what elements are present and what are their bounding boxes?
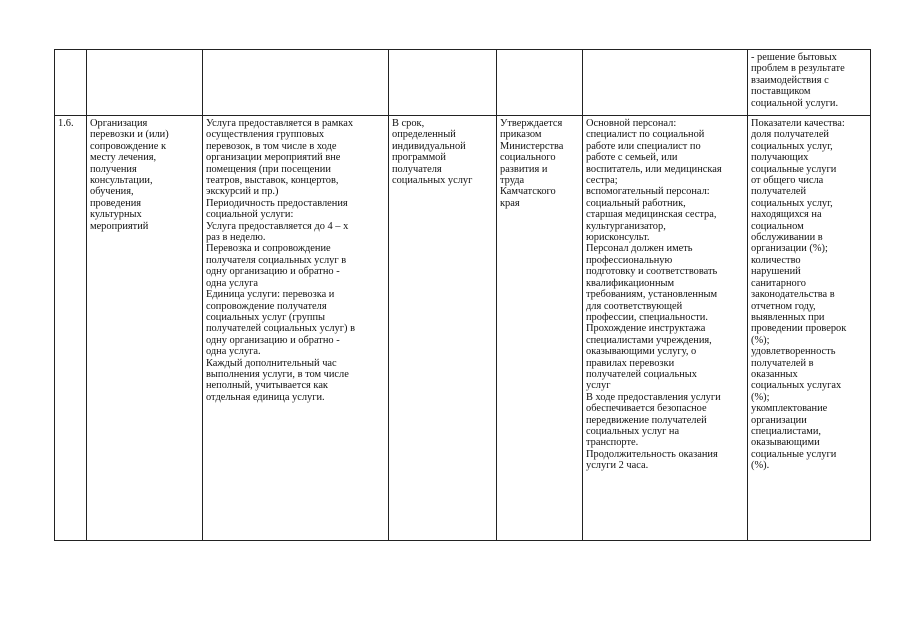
service-tariff: Утверждается приказом Министерства социального развития и труда Камчатского края — [500, 118, 564, 209]
cell-quality-continuation — [748, 50, 871, 116]
services-table — [54, 49, 871, 541]
service-name: Организация перевозки и (или) сопровождение к месту лечения, получения консультации, обучения, проведения культурных мероприятий — [90, 118, 169, 232]
service-term: В срок, определенный индивидуальной программой получателя социальных услуг — [392, 118, 473, 187]
cell-name-empty — [87, 50, 203, 116]
cell-term-empty — [389, 50, 497, 116]
cell-service-number — [55, 116, 87, 541]
cell-service-conditions — [583, 116, 748, 541]
cell-number-empty — [55, 50, 87, 116]
service-quality: Показатели качества: доля получателей социальных услуг, получающих социальные услуги от общего числа получателей социальных услуг, находящихся на социальном обслуживании в организации (%); количество нарушений санитарного законодательства в отчетном году, выявленных при проведении проверок (%); удовлетворенность получателей в оказанных социальных услугах (%); укомплектование организации специалистами, оказывающими социальные услуги (%). — [751, 118, 847, 472]
quality-continuation-text: - решение бытовых проблем в результате взаимодействия с поставщиком социальной услуги. — [751, 52, 845, 109]
service-description: Услуга предоставляется в рамках осуществления групповых перевозок, в том числе в ходе организации мероприятий вне помещения (при посещении театров, выставок, концертов, экскурсий и пр.) Периодичность предоставления социальной услуги: Услуга предоставляется до 4 – х раз в неделю. Перевозка и сопровождение получателя социальных услуг в одну организацию и обратно - одна услуга Единица услуги: перевозка и сопровождение получателя социальных услуг (группы получателей социальных услуг) в одну организацию и обратно - одна услуга. Каждый дополнительный час выполнения услуги, в том числе неполный, учитывается как отдельная единица услуги. — [206, 118, 355, 403]
cell-service-quality — [748, 116, 871, 541]
cell-service-tariff — [497, 116, 583, 541]
service-number: 1.6. — [58, 118, 74, 129]
cell-service-term — [389, 116, 497, 541]
table-row-continuation — [55, 50, 871, 116]
cell-service-name — [87, 116, 203, 541]
cell-service-description — [203, 116, 389, 541]
cell-description-empty — [203, 50, 389, 116]
cell-tariff-empty — [497, 50, 583, 116]
service-conditions: Основной персонал: специалист по социальной работе или специалист по работе с семьей, или воспитатель, или медицинская сестра; вспомогательный персонал: социальный работник, старшая медицинская сестра, культурганизатор, юрисконсульт. Персонал должен иметь профессиональную подготовку и соответствовать квалификационным требованиям, установленным для соответствующей профессии, специальности. Прохождение инструктажа специалистами учреждения, оказывающими услугу, о правилах перевозки получателей социальных услуг В ходе предоставления услуги обеспечивается безопасное передвижение получателей социальных услуг на транспорте. Продолжительность оказания услуги 2 часа. — [586, 118, 722, 472]
cell-conditions-empty — [583, 50, 748, 116]
table-row-service-1-6 — [55, 116, 871, 541]
